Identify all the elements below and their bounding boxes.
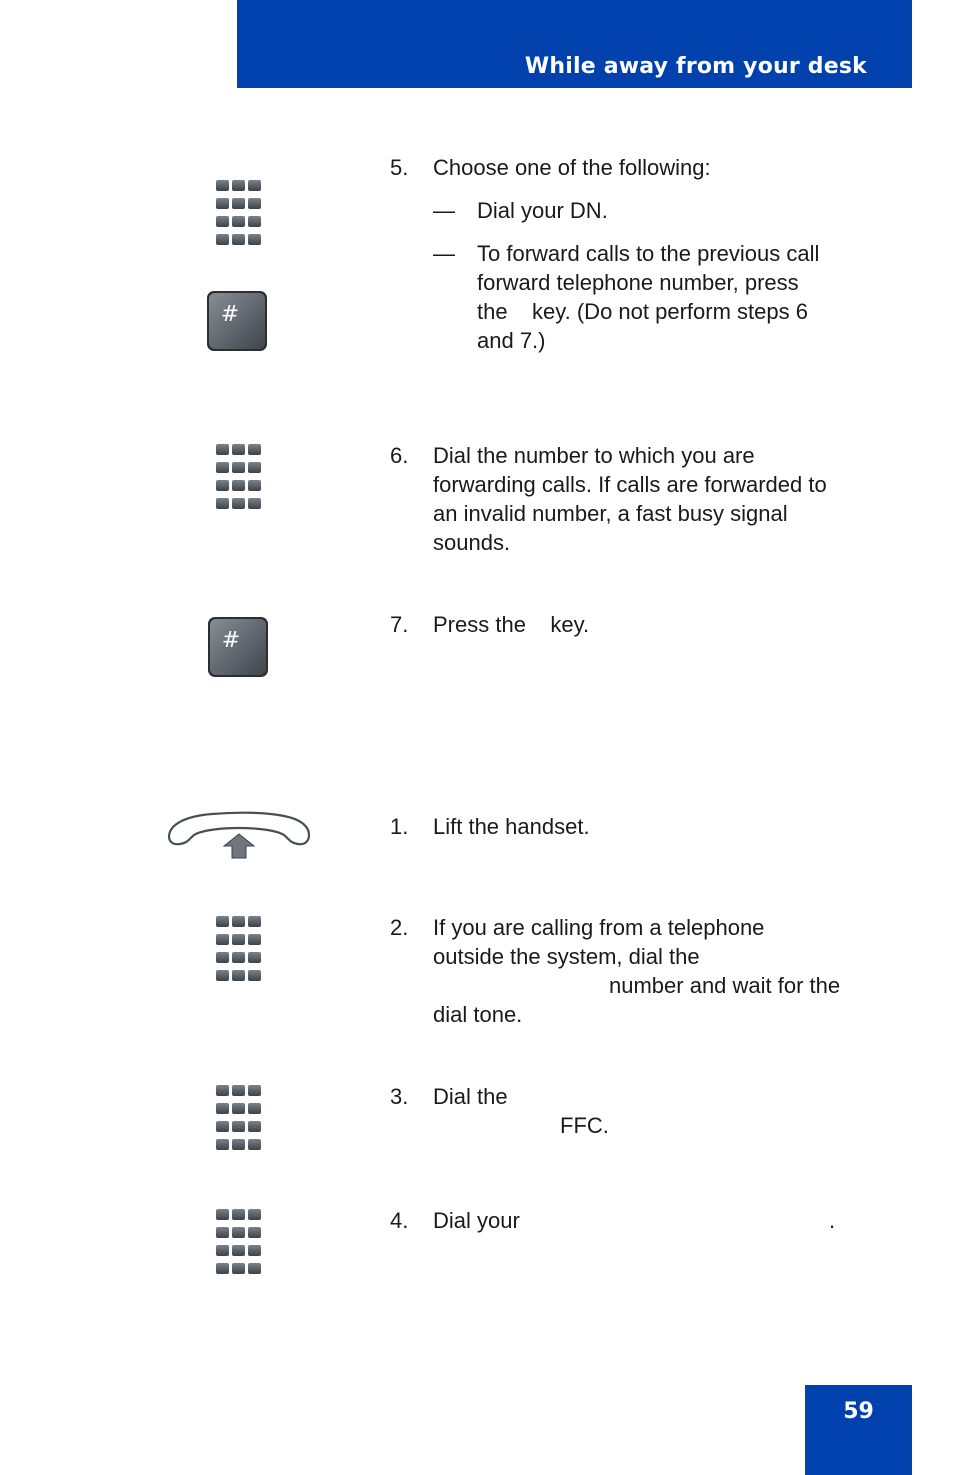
option-text-line: the key. (Do not perform steps 6 bbox=[477, 299, 808, 324]
keypad-icon bbox=[216, 1085, 262, 1151]
option-text: Dial your DN. bbox=[477, 198, 608, 223]
option-dash: — bbox=[433, 241, 455, 266]
step-text-line: outside the system, dial the bbox=[433, 944, 700, 969]
step-text-punctuation: . bbox=[829, 1208, 836, 1233]
step-number: 7. bbox=[390, 612, 409, 637]
pound-key-icon bbox=[207, 616, 271, 680]
step-text-line: If you are calling from a telephone bbox=[433, 915, 765, 940]
page-header-bar bbox=[237, 0, 912, 88]
step-text: Lift the handset. bbox=[433, 814, 590, 839]
step-number: 3. bbox=[390, 1084, 409, 1109]
step-text-line: sounds. bbox=[433, 530, 511, 555]
step-number: 5. bbox=[390, 155, 409, 180]
option-dash: — bbox=[433, 198, 455, 223]
step-text-line: dial tone. bbox=[433, 1002, 523, 1027]
pound-key-icon bbox=[206, 290, 270, 354]
step-number: 2. bbox=[390, 915, 409, 940]
step-number: 4. bbox=[390, 1208, 409, 1233]
keypad-icon bbox=[216, 1209, 262, 1275]
step-text-line: an invalid number, a fast busy signal bbox=[433, 501, 788, 526]
keypad-icon bbox=[216, 916, 262, 982]
step-text-line: number and wait for the bbox=[609, 973, 841, 998]
step-text-line: Dial the number to which you are bbox=[433, 443, 755, 468]
option-text-line: forward telephone number, press bbox=[477, 270, 799, 295]
step-text-line: Dial your bbox=[433, 1208, 520, 1233]
keypad-icon bbox=[216, 180, 262, 246]
page-number-box bbox=[805, 1385, 912, 1475]
page-number: 59 bbox=[843, 1399, 874, 1424]
step-text: Choose one of the following: bbox=[433, 155, 711, 180]
step-text-line: FFC. bbox=[560, 1113, 609, 1138]
step-text: Press the key. bbox=[433, 612, 590, 637]
option-text-line: and 7.) bbox=[477, 328, 546, 353]
step-text-line: Dial the bbox=[433, 1084, 508, 1109]
step-text-line: forwarding calls. If calls are forwarded to bbox=[433, 472, 827, 497]
section-title: While away from your desk bbox=[524, 54, 867, 79]
step-number: 1. bbox=[390, 814, 409, 839]
step-number: 6. bbox=[390, 443, 409, 468]
lift-handset-icon bbox=[166, 808, 312, 860]
option-text-line: To forward calls to the previous call bbox=[477, 241, 820, 266]
keypad-icon bbox=[216, 444, 262, 510]
